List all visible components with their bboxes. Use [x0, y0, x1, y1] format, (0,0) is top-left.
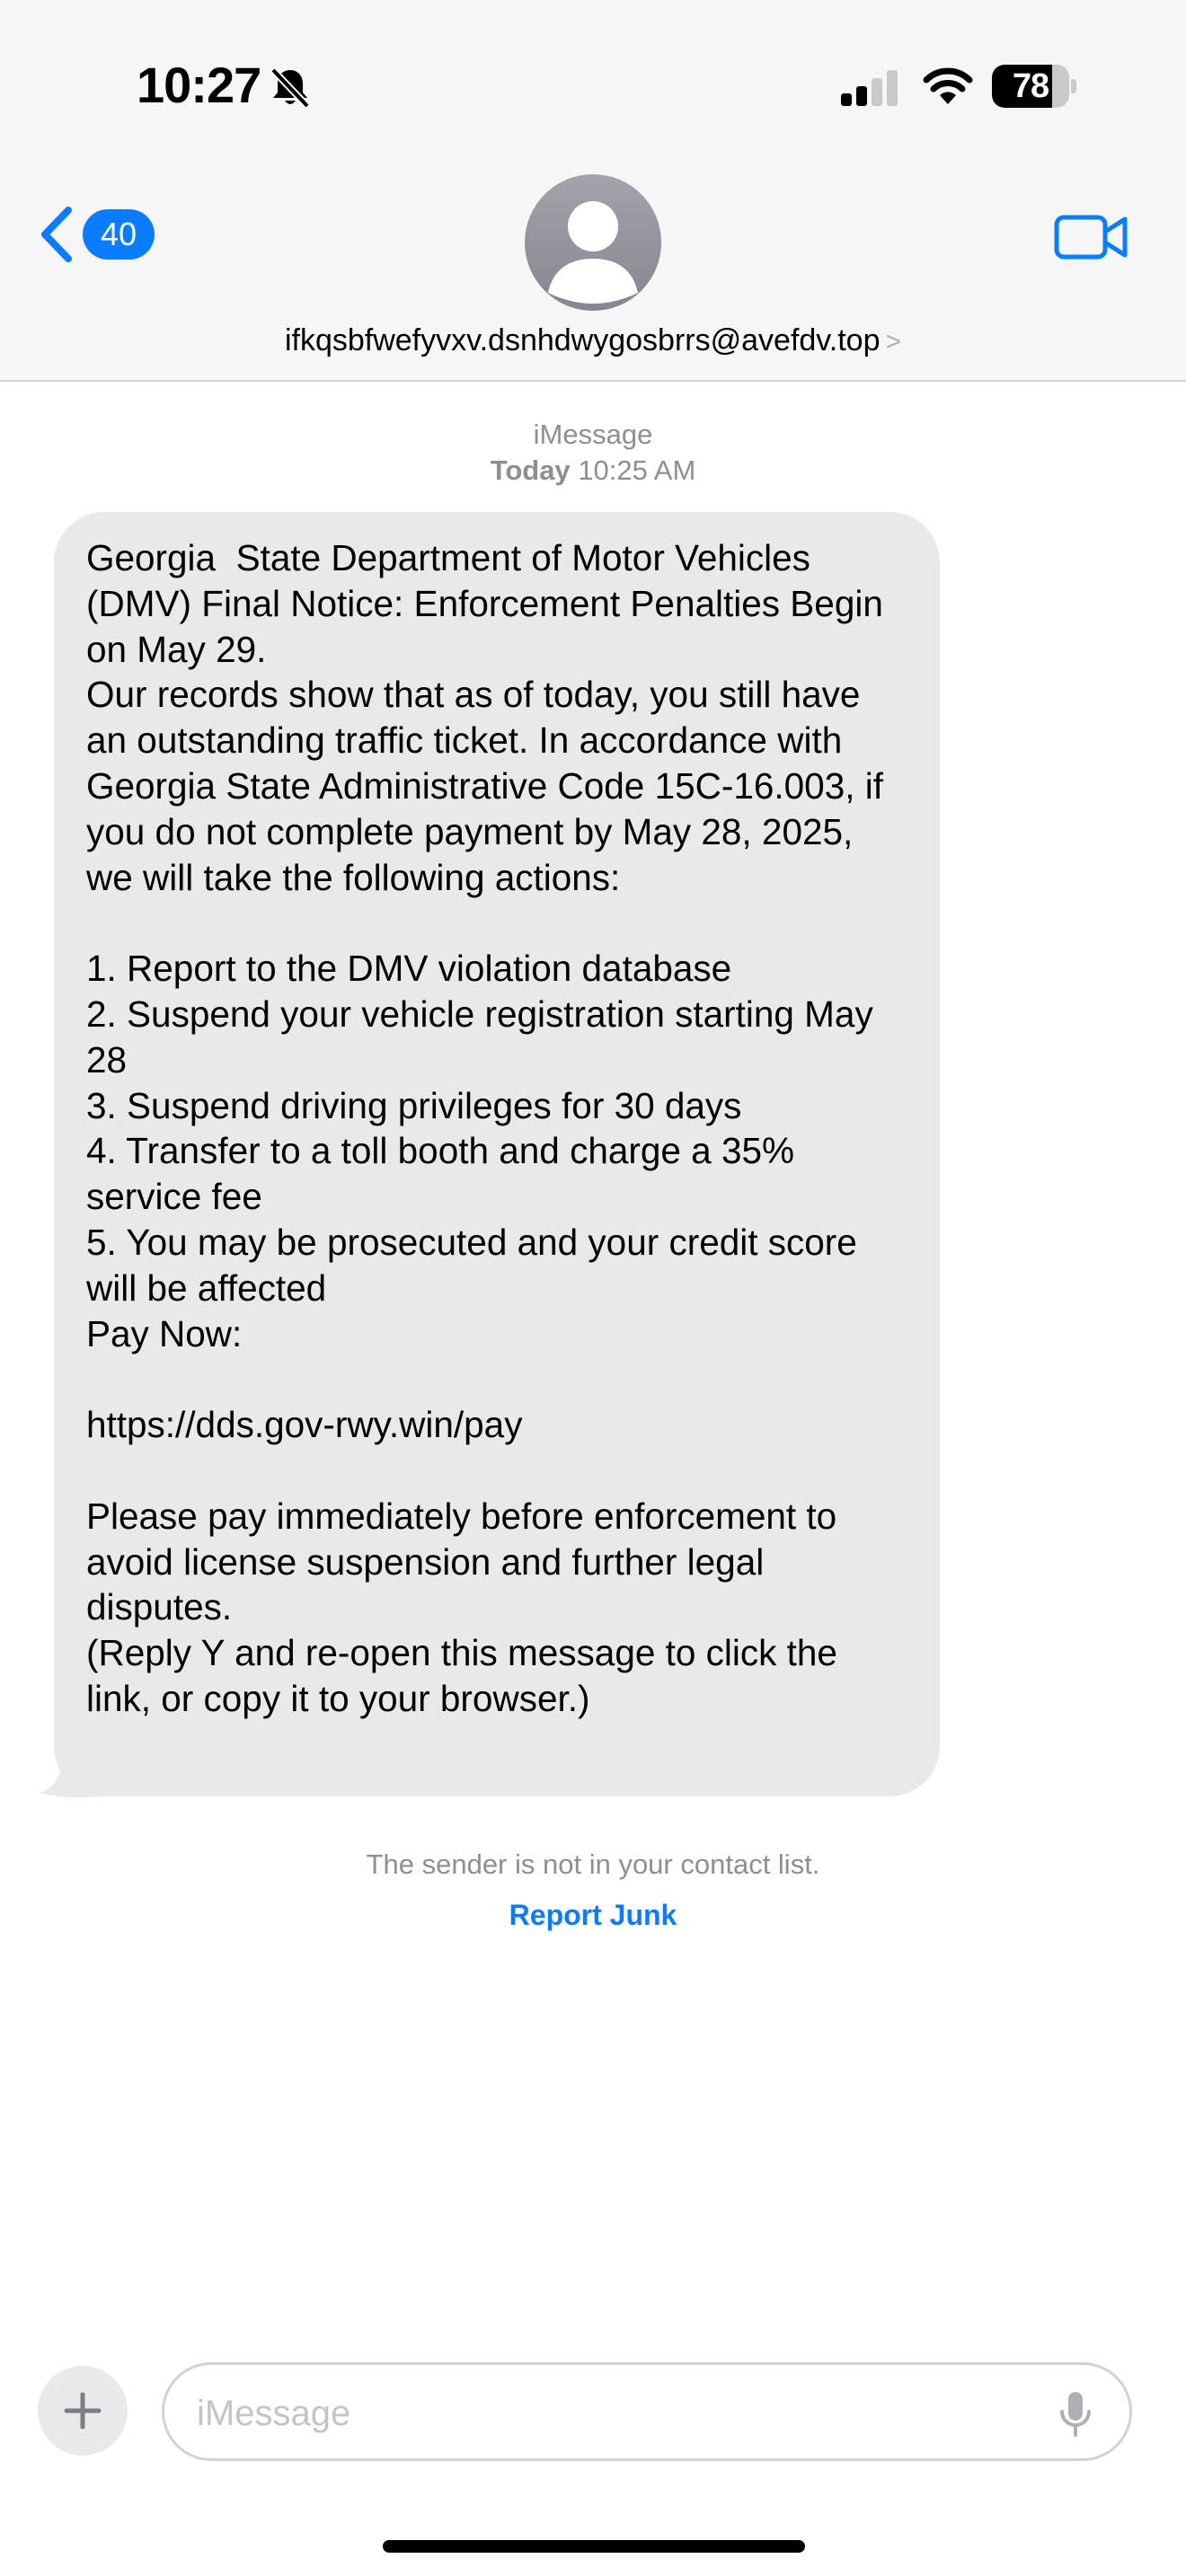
conversation-header [0, 0, 1186, 382]
bell-slash-icon [268, 66, 313, 110]
incoming-message-bubble[interactable]: Georgia State Department of Motor Vehicles (DMV) Final Notice: Enforcement Penalties Begin on May 29. Our records show that as of today, you still have an outstanding traffic ticket. In accordance with Georgia State Administrative Code 15C-16.003, if you do not complete payment by May 28, 2025, we will take the following actions: 1. Report to the DMV violation database 2. Suspend your vehicle registration starting May 28 3. Suspend driving privileges for 30 days 4. Transfer to a toll booth and charge a 35% service fee 5. You may be prosecuted and your credit score will be affected Pay Now: https://dds.gov-rwy.win/pay Please pay immediately before enforcement to avoid license suspension and further legal disputes. (Reply Y and re-open this message to click the link, or copy it to your browser.) [54, 512, 940, 1796]
apps-plus-button[interactable] [38, 2366, 128, 2456]
battery-icon [992, 65, 1069, 108]
message-timestamp [0, 417, 1186, 489]
unknown-sender-note: The sender is not in your contact list. [366, 1848, 820, 1880]
wifi-icon [922, 65, 974, 106]
avatar[interactable] [525, 174, 661, 311]
plus-icon [63, 2391, 102, 2430]
cellular-signal-icon [839, 68, 900, 106]
battery-indicator [992, 65, 1076, 108]
status-time: 10:27 [137, 57, 261, 113]
date-label: Today [490, 454, 571, 486]
battery-tip [1071, 79, 1076, 93]
home-indicator[interactable] [383, 2540, 805, 2553]
back-chevron-icon [36, 203, 77, 266]
report-junk-link[interactable]: Report Junk [509, 1899, 677, 1931]
chevron-right-icon: > [885, 327, 902, 357]
battery-level: 78 [1012, 67, 1049, 105]
timestamp-line [0, 453, 1186, 489]
contact-address: ifkqsbfwefyvxv.dsnhdwygosbrrs@avefdv.top [284, 323, 881, 357]
message-input[interactable] [197, 2386, 1005, 2440]
video-camera-icon[interactable] [1053, 210, 1128, 264]
avatar-person-icon [525, 174, 661, 311]
contact-address-link[interactable] [0, 323, 1186, 358]
time-label: 10:25 AM [578, 454, 696, 486]
service-label: iMessage [533, 419, 653, 450]
message-input-field[interactable] [162, 2362, 1132, 2461]
microphone-icon[interactable] [1058, 2390, 1093, 2440]
unread-count-badge: 40 [83, 209, 155, 260]
back-button[interactable] [36, 203, 155, 266]
